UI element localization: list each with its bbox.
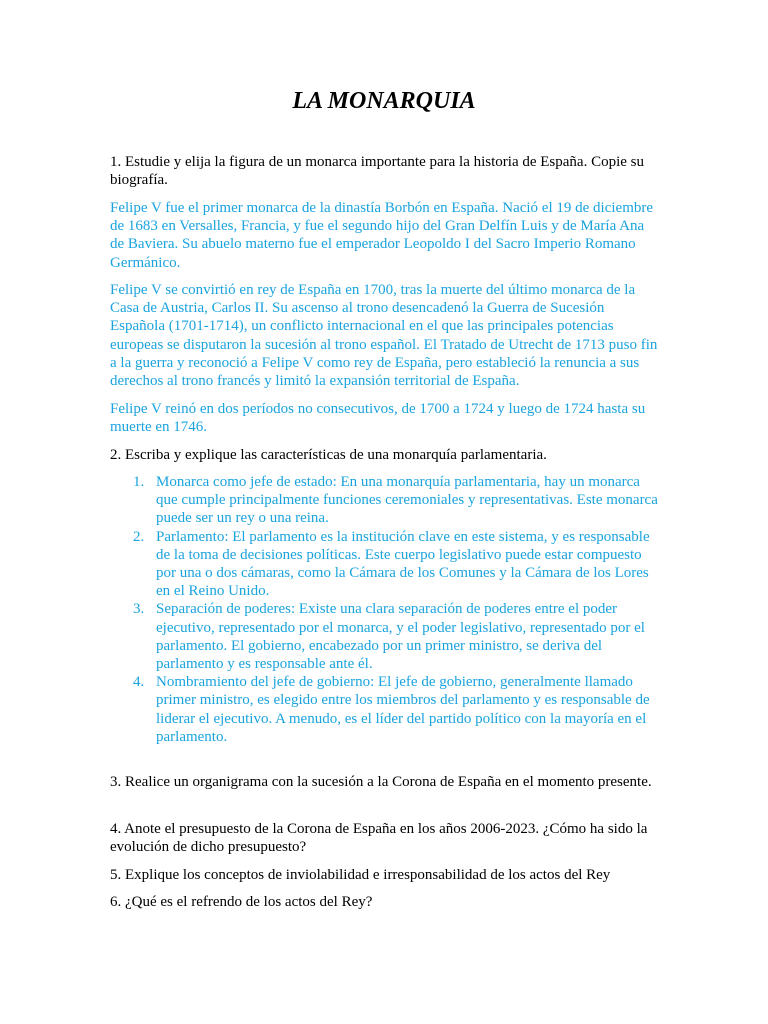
- biography-paragraph-3: Felipe V reinó en dos períodos no consecutivos, de 1700 a 1724 y luego de 1724 hasta su muerte en 1746.: [110, 401, 646, 436]
- list-item: [110, 528, 660, 601]
- question-2: 2. Escriba y explique las características de una monarquía parlamentaria.: [110, 447, 547, 463]
- list-item-text: Monarca como jefe de estado: En una monarquía parlamentaria, hay un monarca que cumple principalmente funciones ceremoniales y representativas. Este monarca puede ser un rey o una reina.: [156, 474, 658, 527]
- list-item-text: Parlamento: El parlamento es la institución clave en este sistema, y es responsable de la toma de decisiones políticas. Este cuerpo legislativo puede estar compuesto por una o dos cámaras, como la Cámara de los Comunes y la Cámara de los Lores en el Reino Unido.: [156, 528, 650, 600]
- question-4: 4. Anote el presupuesto de la Corona de España en los años 2006-2023. ¿Cómo ha sido la evolución de dicho presupuesto?: [110, 821, 648, 856]
- list-item: [110, 473, 660, 528]
- list-item: [110, 673, 660, 746]
- biography-paragraph-1: Felipe V fue el primer monarca de la dinastía Borbón en España. Nació el 19 de diciembre de 1683 en Versalles, Francia, y fue el segundo hijo del Gran Delfín Luis y de María Ana de Baviera. Su abuelo materno fue el emperador Leopoldo I del Sacro Imperio Romano Germánico.: [110, 200, 654, 271]
- document-title: LA MONARQUIA: [292, 88, 476, 114]
- list-item-number: 4.: [133, 674, 145, 691]
- question-5: 5. Explique los conceptos de inviolabilidad e irresponsabilidad de los actos del Rey: [110, 867, 611, 883]
- list-item-text: Nombramiento del jefe de gobierno: El jefe de gobierno, generalmente llamado primer ministro, es elegido entre los miembros del parlamento y es responsable de liderar el ejecutivo. A menudo, es el líder del partido político con la mayoría en el parlamento.: [156, 674, 650, 745]
- question-1: 1. Estudie y elija la figura de un monarca importante para la historia de España. Copie su biografía.: [110, 154, 644, 189]
- list-item: [110, 600, 660, 673]
- question-3: 3. Realice un organigrama con la sucesión a la Corona de España en el momento presente.: [110, 774, 652, 790]
- question-6: 6. ¿Qué es el refrendo de los actos del Rey?: [110, 894, 373, 910]
- list-item-number: 1.: [133, 474, 145, 490]
- list-item-number: 3.: [133, 601, 145, 618]
- list-item-text: Separación de poderes: Existe una clara separación de poderes entre el poder ejecutivo, representado por el monarca, y el poder legislativo, representado por el parlamento. El gobierno, encabezado por un primer ministro, se deriva del parlamento y es responsable ante él.: [156, 601, 645, 673]
- characteristics-list: [110, 473, 660, 746]
- biography-paragraph-2: Felipe V se convirtió en rey de España en 1700, tras la muerte del último monarca de la Casa de Austria, Carlos II. Su ascenso al trono desencadenó la Guerra de Sucesión Española (1701-1714), un conflicto internacional en el que las principales potencias europeas se disputaron la sucesión al trono español. El Tratado de Utrecht de 1713 puso fin a la guerra y reconoció a Felipe V como rey de España, pero estableció la renuncia a sus derechos al trono francés y limitó la expansión territorial de España.: [110, 282, 658, 390]
- list-item-number: 2.: [133, 528, 145, 545]
